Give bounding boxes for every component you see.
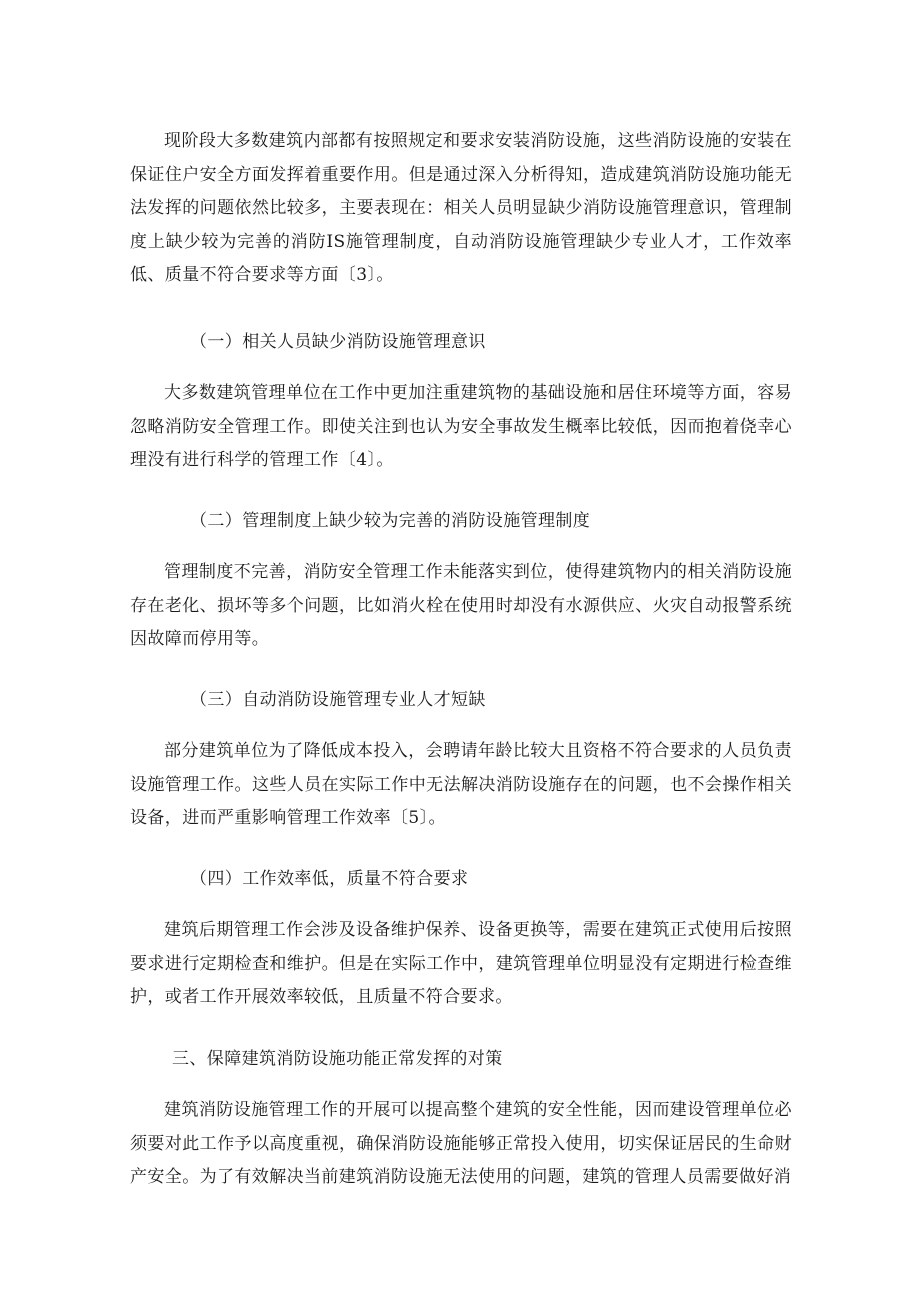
heading-section-3: （三）自动消防设施管理专业人才短缺 [190,690,486,710]
heading-section-2: （二）管理制度上缺少较为完善的消防设施管理制度 [190,511,591,531]
paragraph-chapter-3: 建筑消防设施管理工作的开展可以提高整个建筑的安全性能，因而建设管理单位必须要对此工作予以高度重视，确保消防设施能够正常投入使用，切实保证居民的生命财产安全。为了有效解决当前建筑消防设施无法使用的问题，建筑的管理人员需要做好消 [130,1100,792,1187]
paragraph-intro: 现阶段大多数建筑内部都有按照规定和要求安装消防设施，这些消防设施的安装在保证住户安全方面发挥着重要作用。但是通过深入分析得知，造成建筑消防设施功能无法发挥的问题依然比较多，主要表现在：相关人员明显缺少消防设施管理意识，管理制度上缺少较为完善的消防IS施管理制度，自动消防设施管理缺少专业人才，工作效率低、质量不符合要求等方面〔3〕。 [130,131,792,285]
heading-section-4: （四）工作效率低，质量不符合要求 [190,869,469,889]
paragraph-section-4: 建筑后期管理工作会涉及设备维护保养、设备更换等，需要在建筑正式使用后按照要求进行定期检查和维护。但是在实际工作中，建筑管理单位明显没有定期进行检查维护，或者工作开展效率较低，且质量不符合要求。 [130,920,792,1007]
heading-section-1: （一）相关人员缺少消防设施管理意识 [190,332,486,352]
paragraph-section-2: 管理制度不完善，消防安全管理工作未能落实到位，使得建筑物内的相关消防设施存在老化、损坏等多个问题，比如消火栓在使用时却没有水源供应、火灾自动报警系统因故障而停用等。 [130,562,792,649]
paragraph-section-3: 部分建筑单位为了降低成本投入，会聘请年龄比较大且资格不符合要求的人员负责设施管理工作。这些人员在实际工作中无法解决消防设施存在的问题，也不会操作相关设备，进而严重影响管理工作效率〔5〕。 [130,741,792,828]
heading-chapter-3: 三、保障建筑消防设施功能正常发挥的对策 [172,1049,503,1069]
paragraph-section-1: 大多数建筑管理单位在工作中更加注重建筑物的基础设施和居住环境等方面，容易忽略消防安全管理工作。即使关注到也认为安全事故发生概率比较低，因而抱着侥幸心理没有进行科学的管理工作〔4〕。 [130,383,792,470]
